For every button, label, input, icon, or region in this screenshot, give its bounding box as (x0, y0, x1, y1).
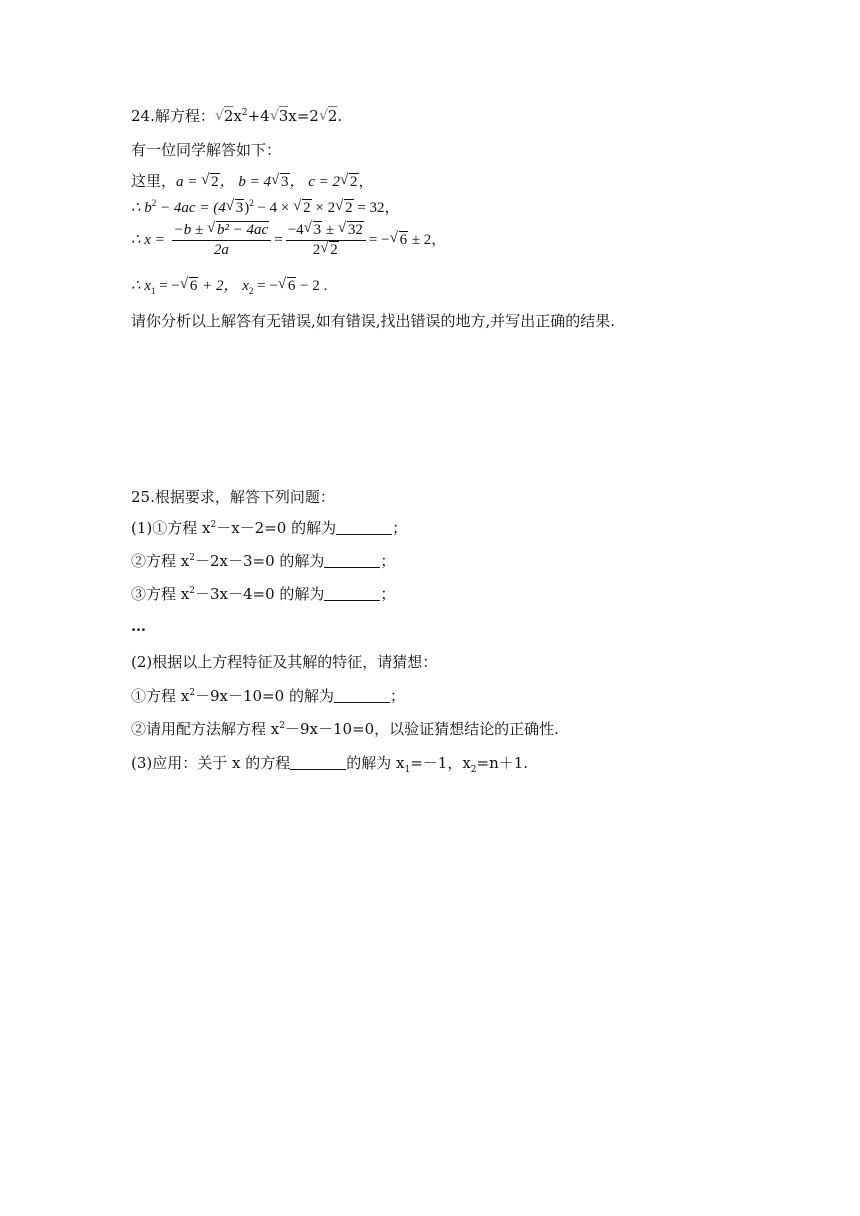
question-25-part3: (3)应用：关于 x 的方程 的解为 $x_1=-1$，$x_2=n+1$. (131, 754, 529, 775)
sqrt-2-radical-rhs: √ 2 (319, 106, 338, 126)
question-25-part1-item2: ②方程 $x^2-2x-3=0$ 的解为 ； (131, 552, 396, 570)
solution-row-discriminant: ∴ $b^2 - 4ac = (4√$ 3)$^2$ − 4 × √ 2 × 2√ 2 = 32， (131, 196, 400, 217)
answer-blank[interactable] (324, 586, 380, 601)
question-24-task: 请你分析以上解答有无错误,如有错误,找出错误的地方,并写出正确的结果. (131, 312, 616, 330)
solution-row-coefficients: 这里，a = √ 2， b = 4√ 3， c = 2√ 2， (131, 170, 374, 191)
formula-fraction: $\frac{\text{−b ± √ b² − 4ac}}{2a}$ (172, 222, 272, 259)
answer-blank[interactable] (324, 553, 380, 568)
question-25-part2-intro: (2)根据以上方程特征及其解的特征，请猜想： (131, 653, 438, 671)
question-25-part2-item2: ②请用配方法解方程 $x^2-9x-10=0$，以验证猜想结论的正确性. (131, 720, 559, 738)
solution-row-roots: ∴ $x_1$ = −√ 6 + 2， $x_2$ = −√ 6 − 2 . (131, 274, 327, 295)
question-24-statement: 24.解方程：√ $2x^2+4√$ 3x=2√ 2. (131, 106, 342, 126)
sqrt-3-radical: √ 3 (270, 106, 289, 126)
question-25-part2-item1: ①方程 $x^2-9x-10=0$ 的解为 ； (131, 687, 405, 705)
solution-row-quadratic-formula: ∴ x = $\frac{\text{−b ± √ b² − 4ac}}{2a}$ = $\frac{-4√ 3 \pm √ 32}{2√ 2}$ = −√ 6 ± 2， (131, 222, 446, 259)
question-25-part1-item3: ③方程 $x^2-3x-4=0$ 的解为 ； (131, 585, 396, 603)
substituted-fraction: $\frac{-4√ 3 \pm √ 32}{2√ 2}$ (286, 222, 366, 259)
question-24-label: 24.解方程： (131, 107, 215, 125)
ellipsis: … (131, 617, 147, 635)
question-25-statement: 25.根据要求，解答下列问题： (131, 488, 335, 506)
question-25-part1-item1: (1)①方程 $x^2-x-2=0$ 的解为 ； (131, 519, 408, 537)
answer-blank[interactable] (336, 520, 392, 535)
answer-blank[interactable] (334, 688, 390, 703)
question-24-intro: 有一位同学解答如下： (131, 141, 282, 159)
answer-blank[interactable] (290, 755, 346, 770)
sqrt-2-radical: √ 2 (215, 106, 234, 126)
